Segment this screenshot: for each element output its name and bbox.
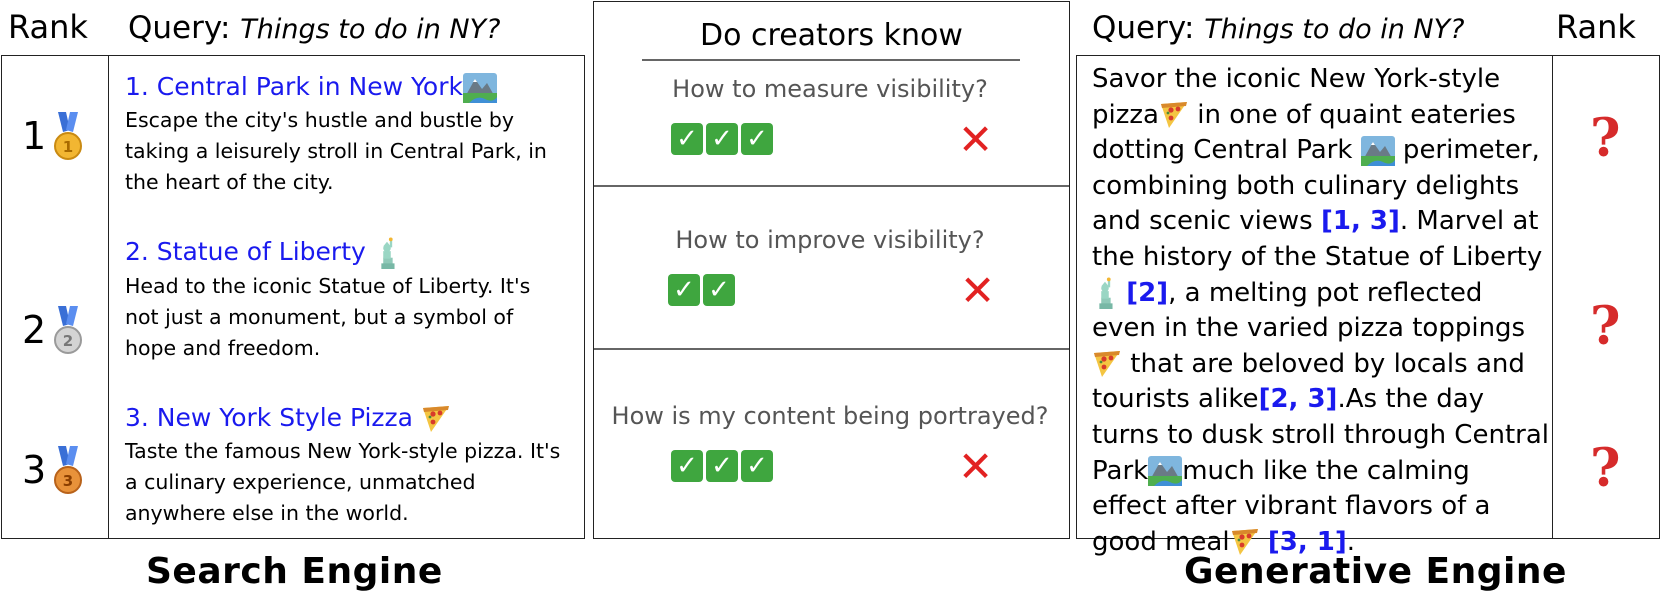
generative-answer <box>1092 62 1552 560</box>
answer-text: , a melting pot reflected even in the varied pizza toppings <box>1092 277 1526 344</box>
question-measure: How to measure visibility? <box>672 75 988 103</box>
question-mark-icon: ? <box>1590 108 1621 169</box>
answer-text: perimeter, combining both culinary delights and scenic views <box>1092 135 1540 237</box>
pizza-icon <box>1092 349 1122 379</box>
svg-text:3: 3 <box>62 472 74 490</box>
pizza-icon <box>421 404 451 434</box>
search-engine-label: Search Engine <box>146 551 443 592</box>
park-icon <box>1148 456 1182 486</box>
answer-text: . <box>1346 526 1355 557</box>
answer-text: that are beloved by locals and tourists alike <box>1092 348 1525 415</box>
left-query-label: Query: <box>128 10 231 46</box>
svg-text:2: 2 <box>62 332 74 350</box>
citation[interactable]: [2] <box>1126 277 1169 308</box>
section-divider <box>594 185 1069 187</box>
question-mark-icon: ? <box>1590 438 1621 499</box>
search-result-1-desc: Escape the city's hustle and bustle by taking a leisurely stroll in Central Park, in the heart of the city. <box>125 108 547 194</box>
generative-engine-label: Generative Engine <box>1184 551 1567 592</box>
right-query-header <box>1092 10 1464 46</box>
park-icon <box>463 73 497 103</box>
section-divider <box>594 348 1069 350</box>
check-icon: ✓ <box>671 450 703 482</box>
answer-text: in one of quaint eateries dotting Central Park <box>1092 99 1516 166</box>
cross-icon: ✕ <box>960 266 996 315</box>
search-result-2-desc: Head to the iconic Statue of Liberty. It's not just a monument, but a symbol of hope and freedom. <box>125 274 531 360</box>
search-result-3-title-row <box>125 403 565 434</box>
check-icon: ✓ <box>706 123 738 155</box>
medal-bronze-icon <box>53 446 83 498</box>
search-result-1 <box>125 72 565 198</box>
search-result-3 <box>125 403 565 529</box>
checks-measure <box>671 123 773 155</box>
medal-silver-icon <box>53 306 83 358</box>
cross-icon: ✕ <box>958 115 994 164</box>
citation[interactable]: [2, 3] <box>1258 384 1338 415</box>
svg-text:1: 1 <box>62 138 74 156</box>
search-result-2-title[interactable]: 2. Statue of Liberty <box>125 237 366 266</box>
park-icon <box>1361 136 1395 166</box>
statue-of-liberty-icon <box>374 237 400 269</box>
question-portrayed: How is my content being portrayed? <box>611 402 1049 430</box>
search-result-3-desc: Taste the famous New York-style pizza. It's a culinary experience, unmatched anywhere else in the world. <box>125 439 561 525</box>
creators-title: Do creators know <box>700 18 963 53</box>
check-icon: ✓ <box>671 123 703 155</box>
question-improve: How to improve visibility? <box>675 226 985 254</box>
checks-portrayed <box>671 450 773 482</box>
left-rank-header: Rank <box>8 8 88 46</box>
statue-of-liberty-icon <box>1092 277 1118 309</box>
check-icon: ✓ <box>706 450 738 482</box>
cross-icon: ✕ <box>958 442 994 491</box>
left-query-text: Things to do in NY? <box>240 14 501 45</box>
creators-title-underline <box>642 59 1020 61</box>
right-query-text: Things to do in NY? <box>1204 14 1465 45</box>
search-result-2 <box>125 237 565 364</box>
check-icon: ✓ <box>703 274 735 306</box>
answer-text: .As the day turns to dusk stroll through Central Park <box>1092 384 1549 486</box>
left-query-header <box>128 10 500 46</box>
search-result-3-title[interactable]: 3. New York Style Pizza <box>125 403 414 432</box>
medal-gold-icon <box>53 112 83 164</box>
citation[interactable]: [1, 3] <box>1320 206 1400 237</box>
check-icon: ✓ <box>668 274 700 306</box>
rank-number-2: 2 <box>22 308 47 352</box>
right-rank-header: Rank <box>1556 8 1636 46</box>
answer-text: . Marvel at the history of the Statue of Liberty <box>1092 206 1543 272</box>
search-result-1-title[interactable]: 1. Central Park in New York <box>125 72 463 101</box>
search-result-1-title-row <box>125 72 565 103</box>
check-icon: ✓ <box>741 450 773 482</box>
checks-improve <box>668 274 735 306</box>
question-mark-icon: ? <box>1590 296 1621 357</box>
answer-text: Savor the iconic New York-style pizza <box>1092 64 1501 130</box>
right-query-label: Query: <box>1092 10 1195 46</box>
pizza-icon <box>1159 100 1189 130</box>
citation[interactable]: [3, 1] <box>1267 526 1347 557</box>
answer-text: much like the calming effect after vibrant flavors of a good meal <box>1092 455 1491 557</box>
rank-number-1: 1 <box>22 114 47 158</box>
search-result-2-title-row <box>125 237 565 269</box>
rank-number-3: 3 <box>22 448 47 492</box>
check-icon: ✓ <box>741 123 773 155</box>
